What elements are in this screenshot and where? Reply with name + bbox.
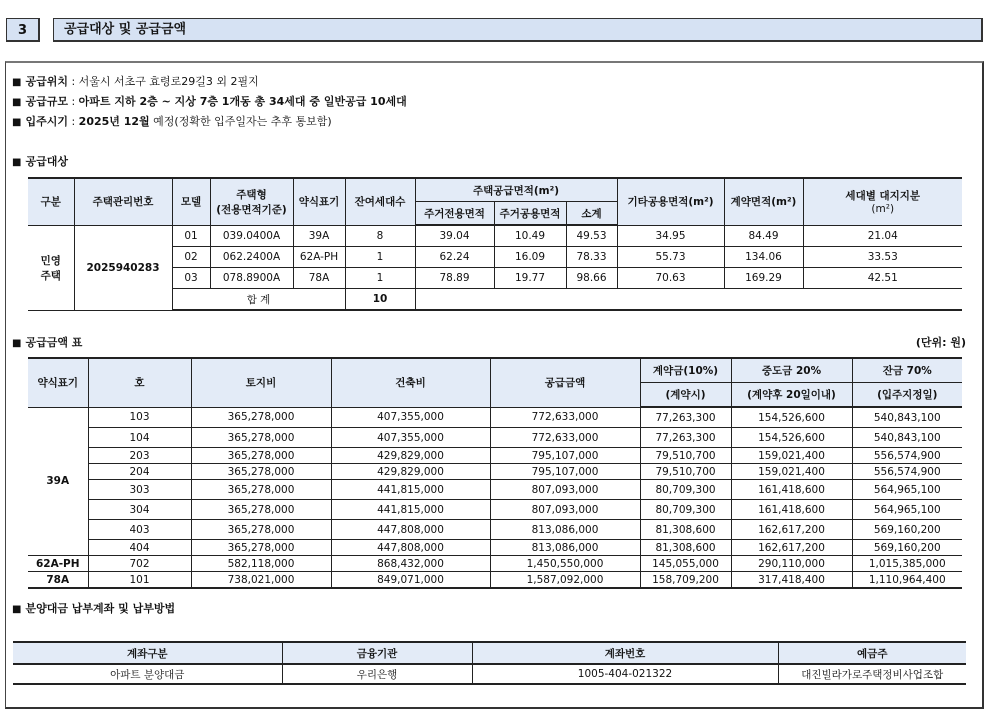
info-move-in [12, 115, 332, 130]
cell-unit: 304 [88, 500, 191, 520]
cell-account-type: 아파트 분양대금 [13, 664, 282, 684]
cell-land: 365,278,000 [191, 480, 331, 500]
th-housing-type-line1: 주택형 [236, 188, 267, 201]
total-empty [415, 289, 962, 311]
cell-balance: 569,160,200 [852, 540, 962, 556]
cell-land: 365,278,000 [191, 407, 331, 428]
cell-unit: 303 [88, 480, 191, 500]
info-sep: : [67, 115, 79, 128]
cell-balance: 564,965,100 [852, 480, 962, 500]
cell-common: 10.49 [494, 225, 566, 247]
cell-deposit: 81,308,600 [640, 540, 731, 556]
th-mgmt-no: 주택관리번호 [74, 178, 172, 225]
section-number-box: 3 [6, 18, 40, 42]
cell-building: 447,808,000 [331, 540, 490, 556]
cell-land: 33.53 [803, 247, 962, 268]
info-sep: : [67, 75, 79, 88]
section-heading-text: 분양대금 납부계좌 및 납부방법 [25, 602, 176, 615]
section-title: 공급대상 및 공급금액 [53, 18, 983, 42]
th-account-type: 계좌구분 [13, 642, 282, 664]
cell-deposit: 158,709,200 [640, 572, 731, 589]
th-model: 모델 [172, 178, 210, 225]
th-category: 구분 [28, 178, 74, 225]
cell-building: 429,829,000 [331, 464, 490, 480]
cell-middle: 290,110,000 [731, 556, 852, 572]
cell-land: 365,278,000 [191, 520, 331, 540]
cell-unit: 103 [88, 407, 191, 428]
bullet-square-icon: ■ [12, 117, 22, 128]
info-value: 아파트 지하 2층 ~ 지상 7층 1개동 총 34세대 중 일반공급 10세대 [78, 95, 407, 108]
cell-unit: 101 [88, 572, 191, 589]
table-row [28, 480, 962, 500]
cell-building: 447,808,000 [331, 520, 490, 540]
section-heading-payment [12, 600, 175, 616]
price-table [28, 357, 962, 589]
th-deposit-sub: (계약시) [640, 383, 731, 408]
cell-unit: 702 [88, 556, 191, 572]
cell-abbr: 78A [293, 268, 345, 289]
cell-common: 16.09 [494, 247, 566, 268]
cell-subtotal: 98.66 [566, 268, 617, 289]
cell-abbr: 39A [293, 225, 345, 247]
bullet-square-icon: ■ [12, 97, 22, 108]
cell-exclusive: 78.89 [415, 268, 494, 289]
cell-supply: 813,086,000 [490, 540, 640, 556]
cell-land: 365,278,000 [191, 540, 331, 556]
th-holder: 예금주 [778, 642, 966, 664]
mgmt-no-cell: 2025940283 [74, 225, 172, 310]
cell-middle: 154,526,600 [731, 407, 852, 428]
info-value: 예정(정확한 입주일자는 추후 통보함) [149, 115, 332, 128]
th-balance: 잔금 70% [852, 358, 962, 383]
cell-balance: 540,843,100 [852, 428, 962, 448]
cell-supply: 1,450,550,000 [490, 556, 640, 572]
cell-balance: 1,110,964,400 [852, 572, 962, 589]
cell-balance: 1,015,385,000 [852, 556, 962, 572]
info-value: 서울시 서초구 효령로29길3 외 2필지 [78, 75, 259, 88]
cell-building: 441,815,000 [331, 480, 490, 500]
cell-account-no[interactable]: 1005-404-021322 [472, 664, 778, 684]
cell-model: 01 [172, 225, 210, 247]
cell-building: 868,432,000 [331, 556, 490, 572]
th-remaining: 잔여세대수 [345, 178, 415, 225]
cell-land: 42.51 [803, 268, 962, 289]
th-exclusive: 주거전용면적 [415, 202, 494, 226]
th-land-share-line2: (m²) [871, 203, 895, 216]
cell-abbr: 62A-PH [293, 247, 345, 268]
section-heading-text: 공급대상 [25, 155, 68, 168]
table-row [28, 464, 962, 480]
cell-model: 03 [172, 268, 210, 289]
cell-land: 21.04 [803, 225, 962, 247]
section-heading-text: 공급금액 표 [25, 336, 83, 349]
category-line1: 민영 [40, 254, 61, 267]
table-row [28, 407, 962, 428]
cell-exclusive: 62.24 [415, 247, 494, 268]
cell-supply: 1,587,092,000 [490, 572, 640, 589]
info-label: 입주시기 [25, 115, 68, 128]
cell-common: 19.77 [494, 268, 566, 289]
cell-land: 365,278,000 [191, 428, 331, 448]
cell-land: 365,278,000 [191, 500, 331, 520]
cell-balance: 556,574,900 [852, 464, 962, 480]
total-value: 10 [345, 289, 415, 311]
cell-deposit: 77,263,300 [640, 428, 731, 448]
cell-supply: 772,633,000 [490, 407, 640, 428]
table-row [28, 572, 962, 589]
cell-supply: 807,093,000 [490, 480, 640, 500]
cell-abbr: 78A [28, 572, 88, 589]
unit-label: (단위: 원) [915, 336, 966, 349]
cell-middle: 161,418,600 [731, 480, 852, 500]
cell-deposit: 80,709,300 [640, 500, 731, 520]
cell-supply: 795,107,000 [490, 448, 640, 464]
cell-middle: 162,617,200 [731, 540, 852, 556]
th-contract-area: 계약면적(m²) [724, 178, 803, 225]
cell-unit: 204 [88, 464, 191, 480]
cell-building: 429,829,000 [331, 448, 490, 464]
cell-building: 849,071,000 [331, 572, 490, 589]
info-supply-scale [12, 95, 407, 110]
th-middle-sub: (계약후 20일이내) [731, 383, 852, 408]
th-land: 토지비 [191, 358, 331, 407]
cell-type: 062.2400A [210, 247, 293, 268]
table-row [28, 556, 962, 572]
th-supply-area: 주택공급면적(m²) [415, 178, 617, 202]
th-land-share [803, 178, 962, 225]
cell-other-common: 55.73 [617, 247, 724, 268]
cell-balance: 540,843,100 [852, 407, 962, 428]
table-row [28, 428, 962, 448]
cell-deposit: 79,510,700 [640, 448, 731, 464]
cell-unit: 104 [88, 428, 191, 448]
cell-balance: 556,574,900 [852, 448, 962, 464]
cell-bank: 우리은행 [282, 664, 472, 684]
cell-remaining: 1 [345, 247, 415, 268]
table-row [28, 540, 962, 556]
cell-subtotal: 49.53 [566, 225, 617, 247]
cell-unit: 203 [88, 448, 191, 464]
th-common: 주거공용면적 [494, 202, 566, 226]
cell-middle: 162,617,200 [731, 520, 852, 540]
payment-table [13, 641, 966, 685]
cell-deposit: 77,263,300 [640, 407, 731, 428]
cell-holder: 대진빌라가로주택정비사업조합 [778, 664, 966, 684]
cell-building: 407,355,000 [331, 407, 490, 428]
info-label: 공급규모 [25, 95, 68, 108]
cell-unit: 403 [88, 520, 191, 540]
cell-building: 407,355,000 [331, 428, 490, 448]
cell-abbr: 39A [28, 407, 88, 556]
table-row [28, 225, 962, 247]
info-sep: : [67, 95, 79, 108]
cell-middle: 161,418,600 [731, 500, 852, 520]
table-row [28, 448, 962, 464]
total-label: 합 계 [172, 289, 345, 311]
th-building: 건축비 [331, 358, 490, 407]
cell-contract: 84.49 [724, 225, 803, 247]
cell-land: 582,118,000 [191, 556, 331, 572]
th-housing-type-line2: (전용면적기준) [216, 203, 287, 216]
bullet-square-icon: ■ [12, 604, 22, 615]
cell-supply: 807,093,000 [490, 500, 640, 520]
th-abbr: 약식표기 [28, 358, 88, 407]
cell-balance: 569,160,200 [852, 520, 962, 540]
cell-middle: 317,418,400 [731, 572, 852, 589]
th-balance-sub: (입주지정일) [852, 383, 962, 408]
th-bank: 금융기관 [282, 642, 472, 664]
cell-contract: 134.06 [724, 247, 803, 268]
th-middle: 중도금 20% [731, 358, 852, 383]
cell-contract: 169.29 [724, 268, 803, 289]
cell-remaining: 1 [345, 268, 415, 289]
cell-deposit: 80,709,300 [640, 480, 731, 500]
th-subtotal: 소계 [566, 202, 617, 226]
cell-middle: 154,526,600 [731, 428, 852, 448]
supply-target-table [28, 177, 962, 311]
th-abbr: 약식표기 [293, 178, 345, 225]
bullet-square-icon: ■ [12, 338, 22, 349]
section-heading-price [12, 334, 82, 350]
cell-balance: 564,965,100 [852, 500, 962, 520]
cell-subtotal: 78.33 [566, 247, 617, 268]
th-account-no: 계좌번호 [472, 642, 778, 664]
info-supply-location [12, 75, 259, 90]
cell-building: 441,815,000 [331, 500, 490, 520]
cell-type: 078.8900A [210, 268, 293, 289]
cell-model: 02 [172, 247, 210, 268]
cell-abbr: 62A-PH [28, 556, 88, 572]
th-supply: 공급금액 [490, 358, 640, 407]
cell-other-common: 70.63 [617, 268, 724, 289]
th-deposit: 계약금(10%) [640, 358, 731, 383]
cell-unit: 404 [88, 540, 191, 556]
info-value-date: 2025년 12월 [78, 115, 150, 128]
cell-middle: 159,021,400 [731, 448, 852, 464]
info-label: 공급위치 [25, 75, 68, 88]
cell-land: 738,021,000 [191, 572, 331, 589]
cell-other-common: 34.95 [617, 225, 724, 247]
cell-exclusive: 39.04 [415, 225, 494, 247]
category-cell [28, 225, 74, 310]
bullet-square-icon: ■ [12, 157, 22, 168]
cell-land: 365,278,000 [191, 464, 331, 480]
th-housing-type [210, 178, 293, 225]
cell-deposit: 79,510,700 [640, 464, 731, 480]
cell-type: 039.0400A [210, 225, 293, 247]
th-other-common: 기타공용면적(m²) [617, 178, 724, 225]
cell-remaining: 8 [345, 225, 415, 247]
cell-deposit: 81,308,600 [640, 520, 731, 540]
cell-land: 365,278,000 [191, 448, 331, 464]
cell-supply: 772,633,000 [490, 428, 640, 448]
section-heading-supply-target [12, 153, 68, 169]
th-land-share-line1: 세대별 대지지분 [845, 190, 921, 203]
table-row [28, 500, 962, 520]
table-row [28, 520, 962, 540]
cell-supply: 795,107,000 [490, 464, 640, 480]
category-line2: 주택 [40, 269, 61, 282]
cell-supply: 813,086,000 [490, 520, 640, 540]
bullet-square-icon: ■ [12, 77, 22, 88]
th-unit: 호 [88, 358, 191, 407]
cell-deposit: 145,055,000 [640, 556, 731, 572]
table-row [13, 664, 966, 684]
cell-middle: 159,021,400 [731, 464, 852, 480]
